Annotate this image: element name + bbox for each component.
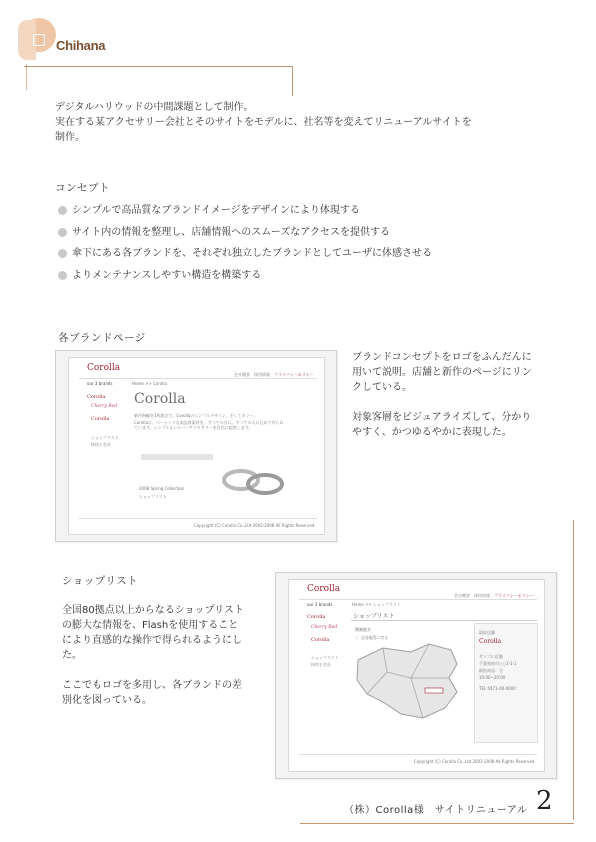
mini-copyright: Copyright (C) Corolla Co.,Ltd 2003-2008 All Rights Reserved. [194,523,316,528]
mini-heading: ショップリスト [353,613,395,620]
concept-item: 傘下にある各ブランドを、それぞれ独立したブランドとしてユーザに体感させる [58,243,538,265]
shop-desc-line: の膨大な情報を、Flashを使用すること [62,620,239,631]
mini-side-brand: Cherry Red [311,625,338,630]
mini-nav-recruit: 採用情報 [474,593,490,598]
mini-header-rule [79,378,317,379]
shop-list-desc [62,603,272,708]
logo-text: Chihana [56,38,106,53]
mini-sub: our 3 brands [307,602,333,607]
panel-line: TEL 0471-00-0000 [479,686,516,691]
panel-brand: Corolla [479,638,502,645]
mini-region: 関東地方 [355,627,371,632]
right-rule [573,520,574,820]
shop-list-frame [288,579,545,772]
shop-info-panel [474,623,538,743]
intro-line: デジタルハリウッドの中間課題として制作。 [55,102,254,113]
shop-desc-line: ここでもロゴを多用し、各ブランドの差 [62,680,242,691]
mini-nav-recruit: 採用情報 [254,372,270,377]
spacer [352,395,557,410]
mini-thumbnail-row [141,454,213,460]
logo-flower-icon [33,34,45,46]
concept-title: コンセプト [55,182,110,194]
mini-side-brand: Corolla [87,394,106,400]
mini-header-rule [299,599,537,600]
mini-copyright: Copyright (C) Corolla Co.,Ltd 2003-2008 All Rights Reserved. [414,759,536,764]
spacer [62,663,272,678]
mini-side-brand: Corolla [311,637,330,643]
mini-heading-rule [351,620,537,621]
shop-list-screenshot [275,572,557,779]
intro-line: 実在する某アクセサリー会社とそのサイトをモデルに、社名等を変えてリニューアルサイトを [55,117,472,128]
brand-page-screenshot [55,350,337,542]
mini-side-brand: Corolla [307,614,326,620]
panel-line: 10:00~20:00 [479,675,506,680]
mini-side-link: ショップリスト [91,435,119,440]
concept-item: よりメンテナンスしやすい構造を構築する [58,265,538,287]
brand-page-frame [68,357,325,535]
brand-desc-line: 用いて説明。店舗と新作のページにリン [352,367,532,378]
footer-rule [300,823,574,824]
page-number: 2 [536,786,553,816]
concept-list [58,200,538,286]
mini-side-link: ショップリスト [311,655,339,660]
concept-item: シンプルで高品質なブランドイメージをデザインにより体現する [58,200,538,222]
intro-line: 制作。 [55,132,85,143]
mini-crumb: Home >> Corolla [132,381,167,386]
mini-footer-rule [79,518,317,519]
shop-desc-line: 別化を図っている。 [62,695,152,706]
intro-text [55,100,535,145]
shop-desc-line: により直感的な操作で得られるようにし [62,635,242,646]
mini-body-line: ています。シンプルなシルバーアクセサリーを自信に提供します。 [134,425,253,430]
panel-line: サンプル店舗 [479,654,503,659]
brand-desc-line: やすく、かつゆるやかに表現した。 [352,427,512,438]
panel-line: 千葉県柏市○○1-1-1 [479,661,517,666]
mini-nav-privacy: プライバシーポリシー [494,593,534,598]
brand-page-title: 各ブランドページ [58,332,146,344]
concept-item: サイト内の情報を整理し、店舗情報へのスムーズなアクセスを提供する [58,222,538,244]
brand-page-desc [352,350,557,440]
shop-list-title: ショップリスト [62,575,139,587]
shop-desc-line: 全国80拠点以上からなるショップリスト [62,605,244,616]
mini-side-brand: Cherry Red [91,404,118,409]
mini-nav-privacy: プライバシーポリシー [274,372,314,377]
flash-map [353,642,471,724]
brand-desc-line: 対象客層をビジュアライズして、分かり [352,412,532,423]
brand-desc-line: ブランドコンセプトをロゴをふんだんに [352,352,532,363]
logo-divider [26,64,27,90]
brand-desc-line: クしている。 [352,382,412,393]
ring-image [219,460,289,498]
mini-sub: our 3 brands [87,381,113,386]
header-rule-vertical [292,66,293,96]
mini-logo: Corolla [307,584,341,594]
mini-footer-rule [299,754,537,755]
panel-line: 取扱商品：全 [479,668,503,673]
mini-side-link: 採用と会社 [311,662,331,667]
mini-link: 2008 Spring Collection [139,486,185,491]
mini-body-line: 新作指輪を1枚限定で。Corollaのシンプルデザイン、そしてカラー。 [134,413,258,418]
mini-body-line: Corollaは、ベーシックな高品質素材を、すべての方に。すべての人に込めて作られ [134,420,284,425]
mini-nav-company: 会社概要 [234,372,250,377]
mini-logo: Corolla [87,363,121,373]
footer-text: （株）Corolla様 サイトリニューアル [344,805,528,816]
header-rule [24,66,292,67]
mini-nav-company: 会社概要 [454,593,470,598]
mini-body-title: Corolla [134,391,186,407]
shop-desc-line: た。 [62,650,82,661]
mini-back-link: ＜ 全国地図に戻る [355,635,389,640]
mini-side-brand: Corolla [91,416,110,422]
mini-crumb: Home >> ショップリスト [352,602,401,607]
panel-label: 取扱店舗 [479,630,495,635]
mini-side-link: 採用と会社 [91,442,111,447]
mini-link: ショップリスト [139,494,167,499]
